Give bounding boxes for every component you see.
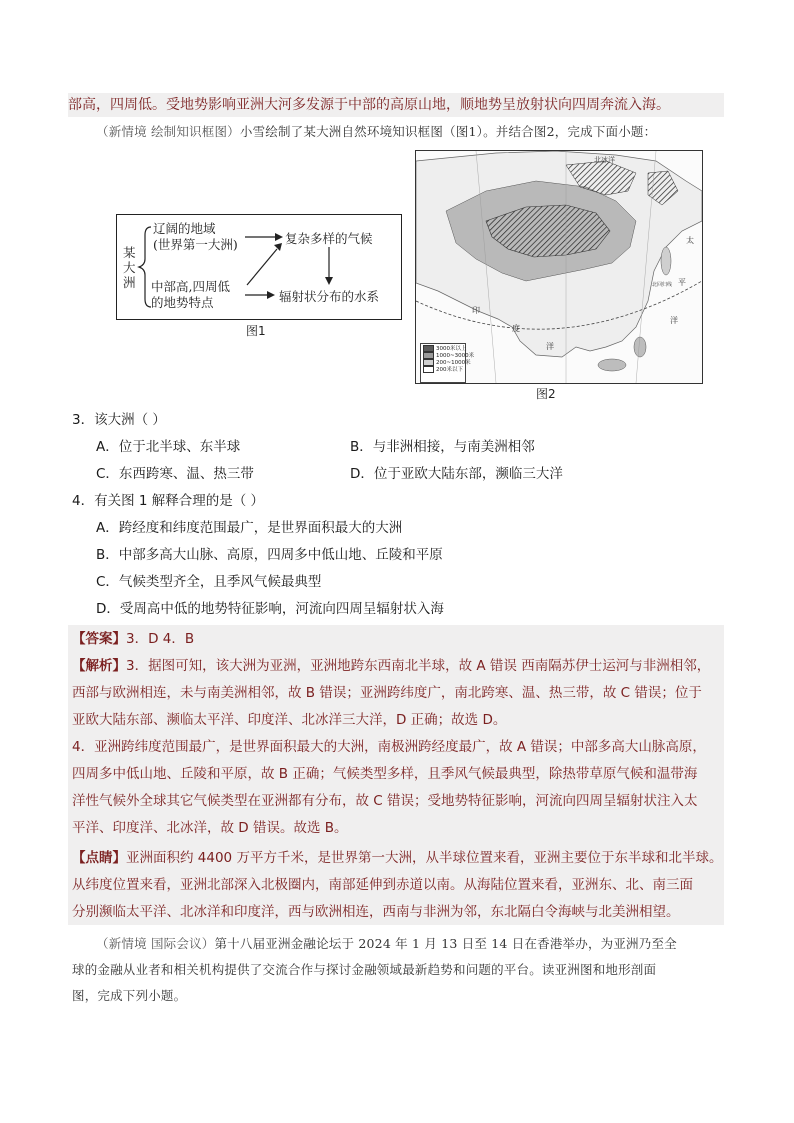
label-pacific-tai: 太 <box>686 236 694 245</box>
side-char: 洲 <box>123 275 136 290</box>
figure-2-map <box>415 150 703 384</box>
legend-row <box>423 366 463 373</box>
intro-text: 小雪绘制了某大洲自然环境知识框图（图1）。并结合图2，完成下面小题： <box>239 124 657 139</box>
label-indian-du: 度 <box>512 324 520 333</box>
legend-row <box>423 352 475 359</box>
japan-island <box>661 247 671 275</box>
figure-1-caption: 图1 <box>246 324 266 338</box>
question-4-stem: 4．有关图 1 解释合理的是（ ） <box>72 493 265 509</box>
q4-option-c: C．气候类型齐全，且季风气候最典型 <box>96 574 322 590</box>
intro-tag: （新情境 绘制知识框图） <box>96 124 240 139</box>
question-3-stem: 3．该大洲（ ） <box>72 412 166 428</box>
legend-label: 200~1000米 <box>436 360 471 366</box>
q3-option-a: A．位于北半球、东半球 <box>96 439 241 455</box>
tips-line-3: 分别濒临太平洋、北冰洋和印度洋，西与欧洲相连，西南与非洲为邻，东北隔白令海峡与北美洲相望。 <box>72 904 680 920</box>
legend-label: 200米以下 <box>436 367 463 373</box>
analysis-line-7: 平洋、印度洋、北冰洋，故 D 错误。故选 B。 <box>72 820 348 836</box>
analysis-line-1 <box>72 656 710 676</box>
legend-row <box>423 359 471 366</box>
tips-line-2: 从纬度位置来看，亚洲北部深入北极圈内，南部延伸到赤道以南。从海陆位置来看，亚洲东、北、南三面 <box>72 877 693 893</box>
answer-line <box>72 629 194 649</box>
intro-paragraph-1 <box>96 122 656 140</box>
legend-swatch <box>423 352 434 359</box>
q4-option-a: A．跨经度和纬度范围最广，是世界面积最大的大洲 <box>96 520 403 536</box>
intro2-line-2: 球的金融从业者和相关机构提供了交流合作与探讨金融领域最新趋势和问题的平台。读亚洲图和地形剖面 <box>72 962 657 977</box>
intro2-line-3: 图，完成下列小题。 <box>72 988 187 1003</box>
figure-2-caption: 图2 <box>536 387 556 401</box>
box-territory <box>153 221 238 253</box>
intro2-tag: （新情境 国际会议） <box>96 936 215 951</box>
analysis-line-6: 洋性气候外全球其它气候类型在亚洲都有分布，故 C 错误；受地势特征影响，河流向四周呈辐射状注入太 <box>72 793 698 809</box>
answer-tag: 【答案】 <box>72 631 126 647</box>
top-context-line: 部高，四周低。受地势影响亚洲大河多发源于中部的高原山地，顺地势呈放射状向四周奔流入海。 <box>68 93 724 117</box>
q3-option-c: C．东西跨寒、温、热三带 <box>96 466 254 482</box>
territory-line-1: 辽阔的地域 <box>153 221 216 236</box>
legend-swatch <box>423 359 434 366</box>
analysis-tag: 【解析】 <box>72 658 126 674</box>
tips-tag: 【点睛】 <box>72 850 126 866</box>
result-climate: 复杂多样的气候 <box>285 231 373 246</box>
legend-label: 3000米以上 <box>436 346 467 352</box>
label-arctic-ocean: 北冰洋 <box>594 156 615 164</box>
analysis-line-4: 4．亚洲跨纬度范围最广，是世界面积最大的大洲，南极洲跨经度最广，故 A 错误；中部多高大山脉高原， <box>72 739 706 755</box>
analysis-line-3: 亚欧大陆东部、濒临太平洋、印度洋、北冰洋三大洋，D 正确；故选 D。 <box>72 712 507 728</box>
legend-swatch <box>423 366 434 373</box>
legend-row <box>423 345 467 352</box>
analysis-line-2: 西部与欧洲相连，未与南美洲相邻，故 B 错误；亚洲跨纬度广，南北跨寒、温、热三带，故 C 错误；位于 <box>72 685 702 701</box>
label-indian-yang: 洋 <box>546 342 554 351</box>
box-terrain <box>151 279 230 311</box>
label-indian-yin: 印 <box>472 306 480 315</box>
q3-option-d: D．位于亚欧大陆东部，濒临三大洋 <box>350 466 563 482</box>
intro2-line-1: 第十八届亚洲金融论坛于 2024 年 1 月 13 日至 14 日在香港举办，为亚洲乃至全 <box>214 936 677 951</box>
analysis-text: 3．据图可知，该大洲为亚洲，亚洲地跨东西南北半球，故 A 错误 西南隔苏伊士运河与非洲相邻， <box>126 658 711 674</box>
territory-line-2: (世界第一大洲) <box>153 237 238 252</box>
label-tropic: 北回归线 <box>652 282 673 288</box>
philippine-island <box>634 337 646 357</box>
q4-option-d: D．受周高中低的地势特征影响，河流向四周呈辐射状入海 <box>96 601 444 617</box>
legend-swatch <box>423 345 434 352</box>
analysis-line-5: 四周多中低山地、丘陵和平原，故 B 正确；气候类型多样，且季风气候最典型，除热带草原气候和温带海 <box>72 766 698 782</box>
figure-1-diagram <box>116 214 402 320</box>
label-pacific-ping: 平 <box>678 278 686 287</box>
southeast-island <box>598 359 626 371</box>
side-char: 某 <box>123 245 136 260</box>
intro-paragraph-2 <box>96 934 677 952</box>
side-char: 大 <box>123 260 136 275</box>
terrain-line-2: 的地势特点 <box>151 295 214 310</box>
label-pacific-yang: 洋 <box>670 316 678 325</box>
map-legend <box>420 343 475 383</box>
q4-option-b: B．中部多高大山脉、高原，四周多中低山地、丘陵和平原 <box>96 547 443 563</box>
result-river: 辐射状分布的水系 <box>279 289 380 304</box>
tips-line-1 <box>72 848 722 868</box>
tips-text: 亚洲面积约 4400 万平方千米，是世界第一大洲，从半球位置来看，亚洲主要位于东半球和北半球。 <box>126 850 723 866</box>
q3-option-b: B．与非洲相接，与南美洲相邻 <box>350 439 535 455</box>
answer-text: 3．D 4．B <box>126 631 195 647</box>
legend-label: 1000~3000米 <box>436 353 475 359</box>
terrain-line-1: 中部高,四周低 <box>151 279 230 294</box>
